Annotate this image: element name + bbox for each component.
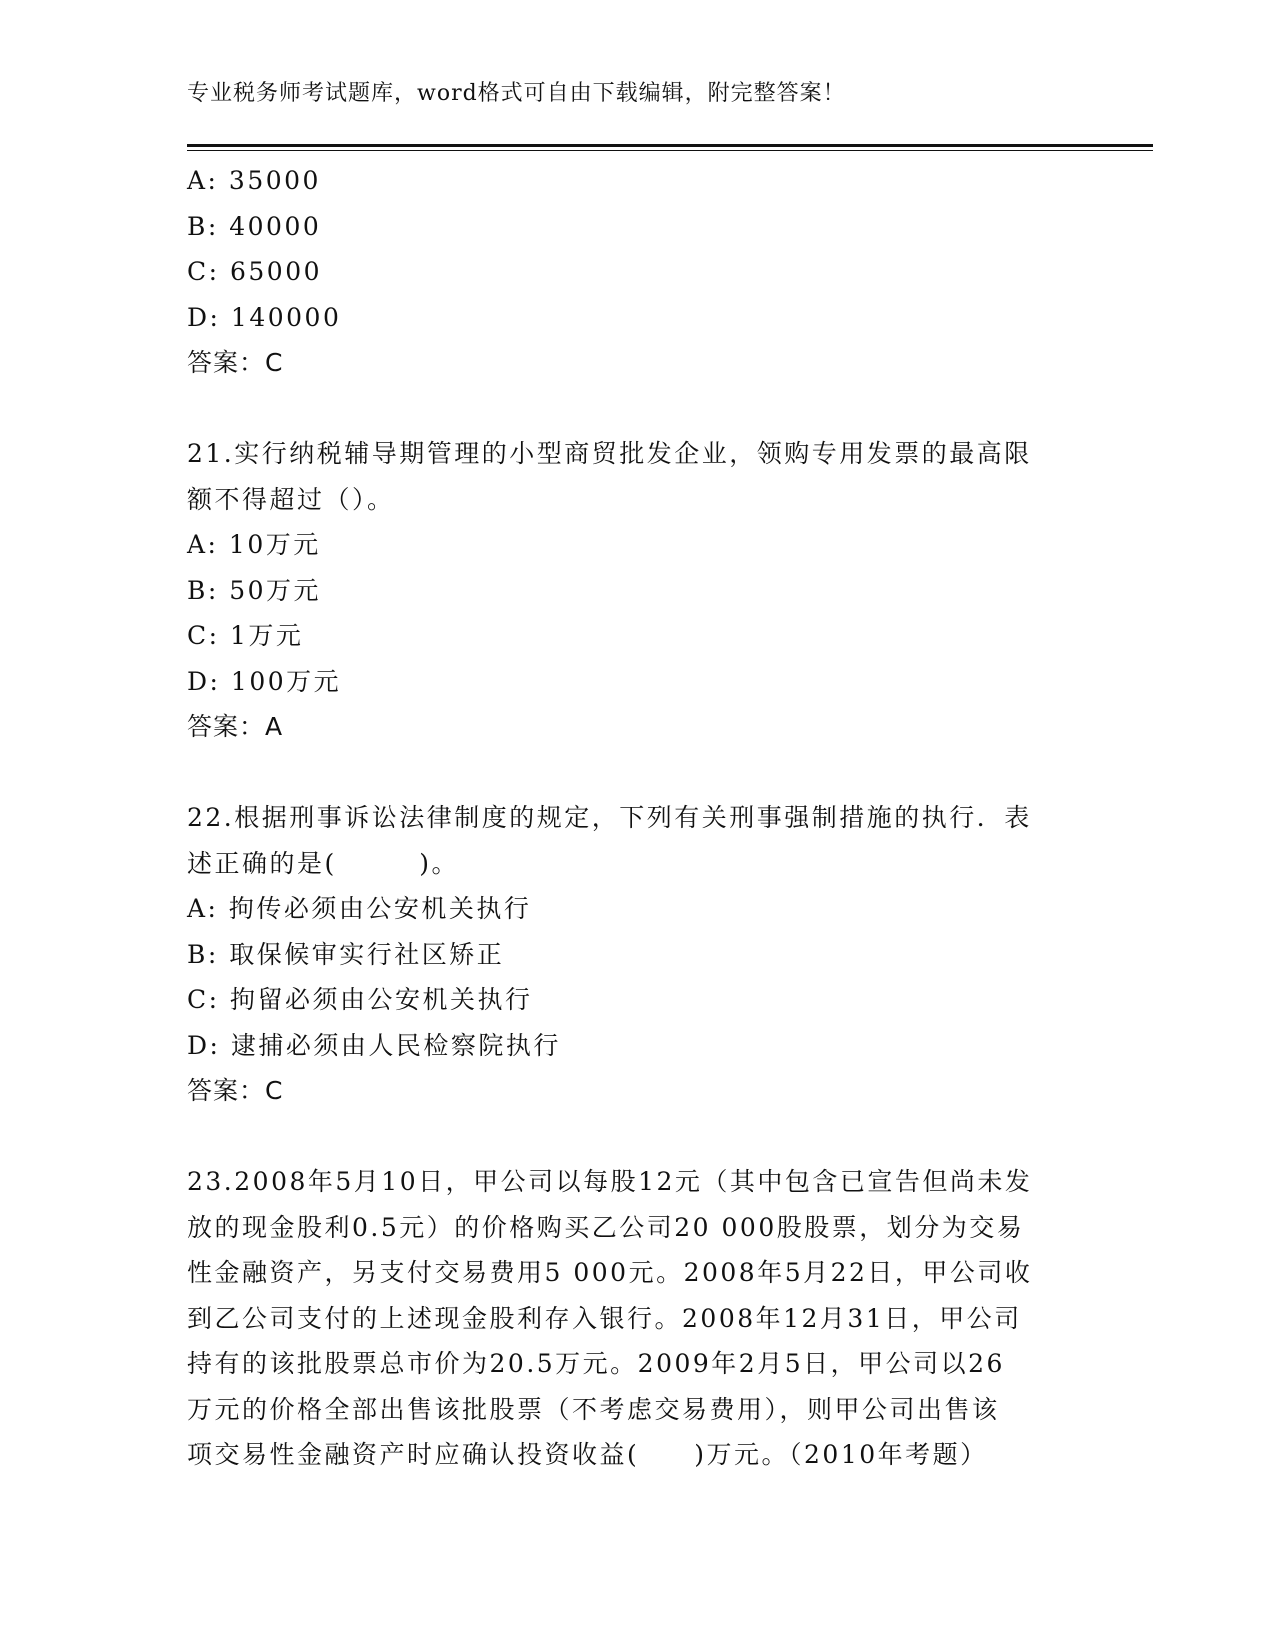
- option-d: D: 逮捕必须由人民检察院执行: [187, 1030, 561, 1060]
- option-c: C: 拘留必须由公安机关执行: [187, 985, 533, 1014]
- answer: 答案：C: [187, 1076, 284, 1105]
- question-stem-line: 持有的该批股票总市价为20.5万元。2009年2月5日，甲公司以26: [187, 1349, 1005, 1378]
- question-stem-line: 性金融资产，另支付交易费用5 000元。2008年5月22日，甲公司收: [187, 1258, 1033, 1287]
- option-a: A: 拘传必须由公安机关执行: [187, 894, 532, 923]
- question-22: [187, 795, 1087, 1114]
- option-b: B: 50万元: [187, 575, 322, 605]
- header-divider-thin: [187, 150, 1153, 151]
- answer: 答案：A: [187, 712, 284, 741]
- question-stem-line: 万元的价格全部出售该批股票（不考虑交易费用），则甲公司出售该: [187, 1394, 1000, 1424]
- question-stem-line: 放的现金股利0.5元）的价格购买乙公司20 000股股票，划分为交易: [187, 1212, 1025, 1242]
- spacer: [187, 1114, 1087, 1160]
- document-body: [187, 158, 1087, 1478]
- answer: 答案：C: [187, 348, 284, 377]
- question-21: [187, 431, 1087, 750]
- question-stem-line: 23.2008年5月10日，甲公司以每股12元（其中包含已宣告但尚未发: [187, 1167, 1033, 1196]
- question-stem-line: 21.实行纳税辅导期管理的小型商贸批发企业，领购专用发票的最高限: [187, 439, 1032, 468]
- question-stem-line: 项交易性金融资产时应确认投资收益( )万元。（2010年考题）: [187, 1440, 988, 1469]
- option-c: C: 65000: [187, 257, 323, 286]
- question-stem-line: 额不得超过（）。: [187, 484, 395, 514]
- page-header: 专业税务师考试题库，word格式可自由下载编辑，附完整答案！: [187, 81, 846, 106]
- question-20: [187, 158, 1087, 386]
- question-23: [187, 1159, 1087, 1478]
- option-d: D: 140000: [187, 302, 342, 332]
- question-stem-line: 22.根据刑事诉讼法律制度的规定，下列有关刑事强制措施的执行．表: [187, 803, 1032, 832]
- option-b: B: 取保候审实行社区矫正: [187, 939, 505, 969]
- option-a: A: 10万元: [187, 530, 321, 559]
- option-d: D: 100万元: [187, 666, 342, 696]
- option-a: A: 35000: [187, 166, 321, 195]
- option-c: C: 1万元: [187, 621, 304, 650]
- option-b: B: 40000: [187, 211, 322, 241]
- question-stem-line: 到乙公司支付的上述现金股利存入银行。2008年12月31日，甲公司: [187, 1303, 1022, 1333]
- spacer: [187, 386, 1087, 432]
- spacer: [187, 750, 1087, 796]
- question-stem-line: 述正确的是( )。: [187, 848, 460, 878]
- header-divider-thick: [187, 144, 1153, 147]
